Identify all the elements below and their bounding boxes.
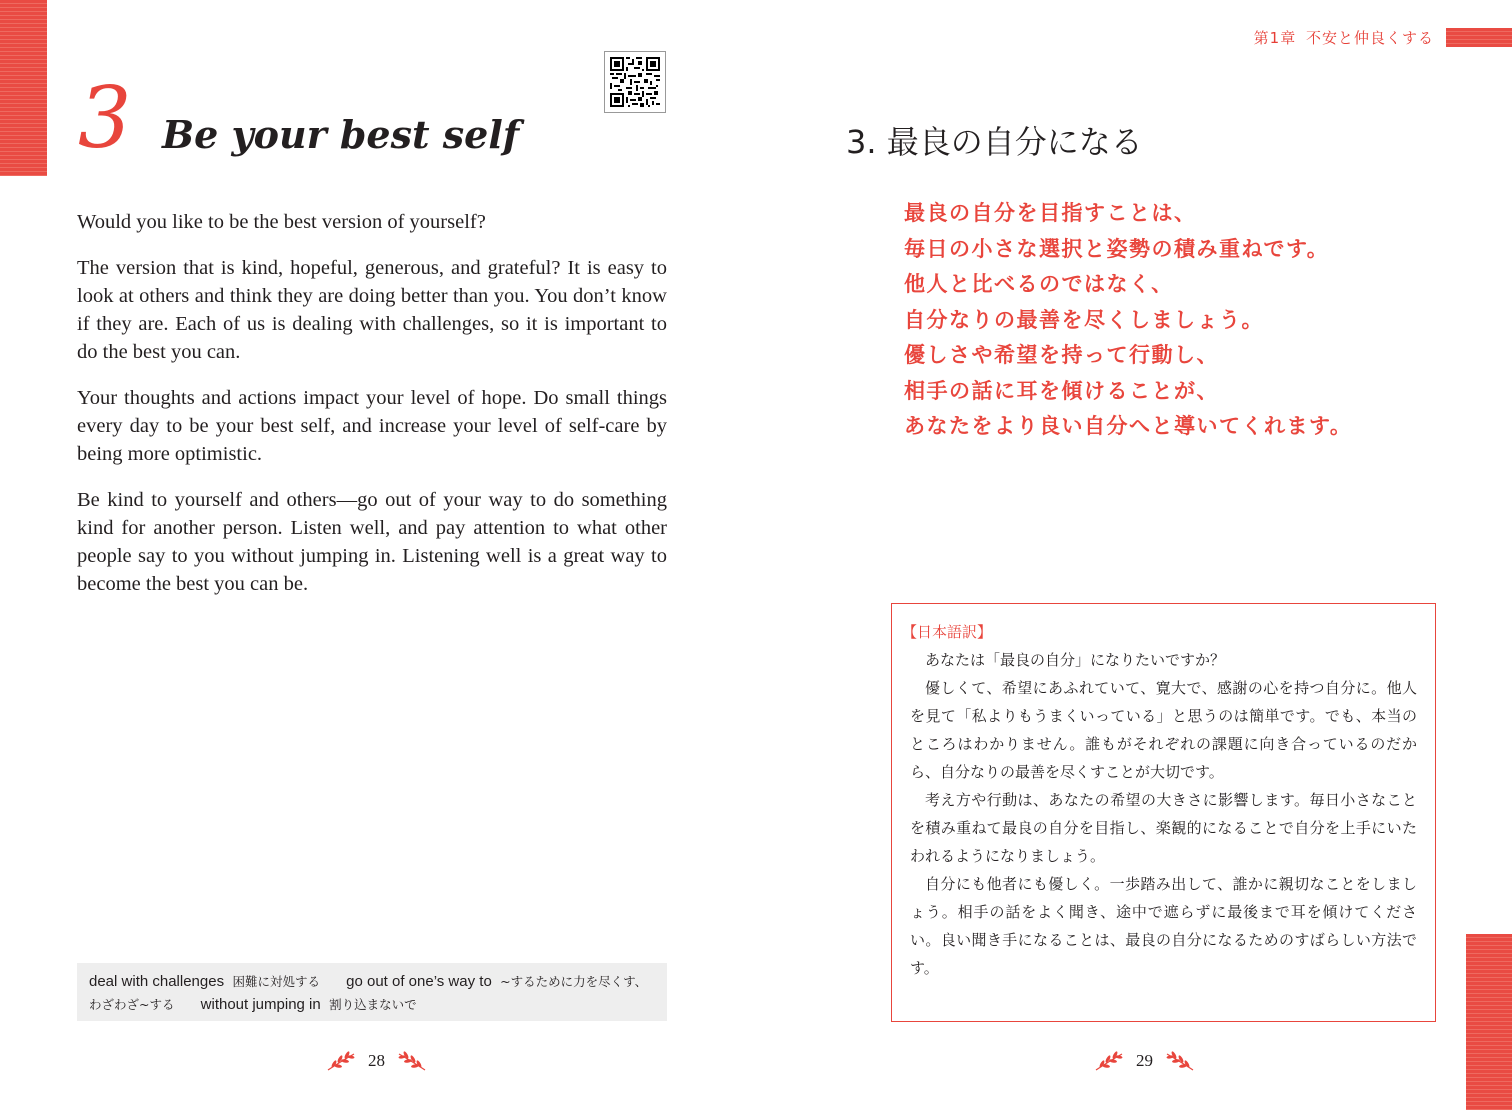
leaf-ornament-icon bbox=[397, 1050, 427, 1072]
highlight-text bbox=[904, 196, 1352, 445]
vocab-meaning: ~するために力を尽くす、わざわざ~する bbox=[89, 974, 648, 1012]
translation-paragraph: 優しくて、希望にあふれていて、寛大で、感謝の心を持つ自分に。他人を見て「私よりもうまくいっている」と思うのは簡単です。でも、本当のところはわかりません。誰もがそれぞれの課題に向き合っているのだから、自分なりの最善を尽くすことが大切です。 bbox=[910, 679, 1417, 781]
vocab-term: deal with challenges bbox=[89, 973, 225, 990]
highlight-line: 毎日の小さな選択と姿勢の積み重ねです。 bbox=[904, 236, 1330, 261]
translation-box bbox=[891, 603, 1436, 1022]
qr-code-icon[interactable] bbox=[604, 51, 666, 113]
highlight-line: 最良の自分を目指すことは、 bbox=[904, 201, 1197, 225]
translation-paragraph: 考え方や行動は、あなたの希望の大きさに影響します。毎日小さなことを積み重ねて最良の自分を目指し、楽観的になることで自分を上手にいたわれるようになりましょう。 bbox=[910, 791, 1417, 865]
page-number-right bbox=[1094, 1050, 1195, 1072]
edge-tab-left bbox=[0, 0, 47, 176]
english-body bbox=[77, 208, 667, 616]
page-number-left bbox=[326, 1050, 427, 1072]
translation-paragraph: あなたは「最良の自分」になりたいですか？ bbox=[925, 651, 1226, 669]
vocab-term: go out of one’s way to bbox=[346, 973, 492, 990]
chapter-title: 不安と仲良くする bbox=[1305, 29, 1434, 47]
paragraph: Your thoughts and actions impact your level of hope. Do small things every day to be your best self, and increase your level of self-care by being more optimistic. bbox=[77, 387, 667, 465]
vocab-term: without jumping in bbox=[200, 996, 321, 1013]
paragraph: The version that is kind, hopeful, generous, and grateful? It is easy to look at others and think they are doing better than you. You don’t know if they are. Each of us is dealing with challenges, so it is important to do the best you can. bbox=[77, 257, 667, 363]
vocab-meaning: 困難に対処する bbox=[232, 974, 320, 989]
highlight-line: 相手の話に耳を傾けることが、 bbox=[904, 378, 1219, 403]
page-title-en: Be your best self bbox=[162, 112, 520, 157]
highlight-line: 優しさや希望を持って行動し、 bbox=[904, 343, 1219, 367]
vocab-meaning: 割り込まないで bbox=[329, 997, 417, 1012]
paragraph: Be kind to yourself and others—go out of your way to do something kind for another person. Listen well, and pay attention to what other people say to you without jumping in. Listening well is a great way to become the best you can be. bbox=[77, 489, 667, 595]
vocabulary-box bbox=[77, 963, 667, 1021]
highlight-line: 自分なりの最善を尽くしましょう。 bbox=[904, 307, 1264, 332]
chapter-number: 第1章 bbox=[1253, 29, 1297, 47]
page-title-jp: 3. 最良の自分になる bbox=[846, 123, 1143, 161]
translation-label: 【日本語訳】 bbox=[902, 623, 993, 641]
section-number: 3 bbox=[78, 69, 132, 167]
edge-tab-right bbox=[1466, 934, 1512, 1110]
leaf-ornament-icon bbox=[326, 1050, 356, 1072]
leaf-ornament-icon bbox=[1165, 1050, 1195, 1072]
highlight-line: 他人と比べるのではなく、 bbox=[904, 272, 1174, 296]
paragraph: Would you like to be the best version of yourself? bbox=[77, 211, 486, 233]
page-number-text: 29 bbox=[1136, 1051, 1153, 1070]
page-number-text: 28 bbox=[368, 1051, 385, 1070]
chapter-header bbox=[1250, 28, 1434, 48]
highlight-line: あなたをより良い自分へと導いてくれます。 bbox=[904, 414, 1353, 438]
leaf-ornament-icon bbox=[1094, 1050, 1124, 1072]
edge-tab-header bbox=[1446, 28, 1512, 47]
translation-paragraph: 自分にも他者にも優しく。一歩踏み出して、誰かに親切なことをしましょう。相手の話をよく聞き、途中で遮らずに最後まで耳を傾けてください。良い聞き手になることは、最良の自分になるためのすばらしい方法です。 bbox=[910, 875, 1417, 977]
